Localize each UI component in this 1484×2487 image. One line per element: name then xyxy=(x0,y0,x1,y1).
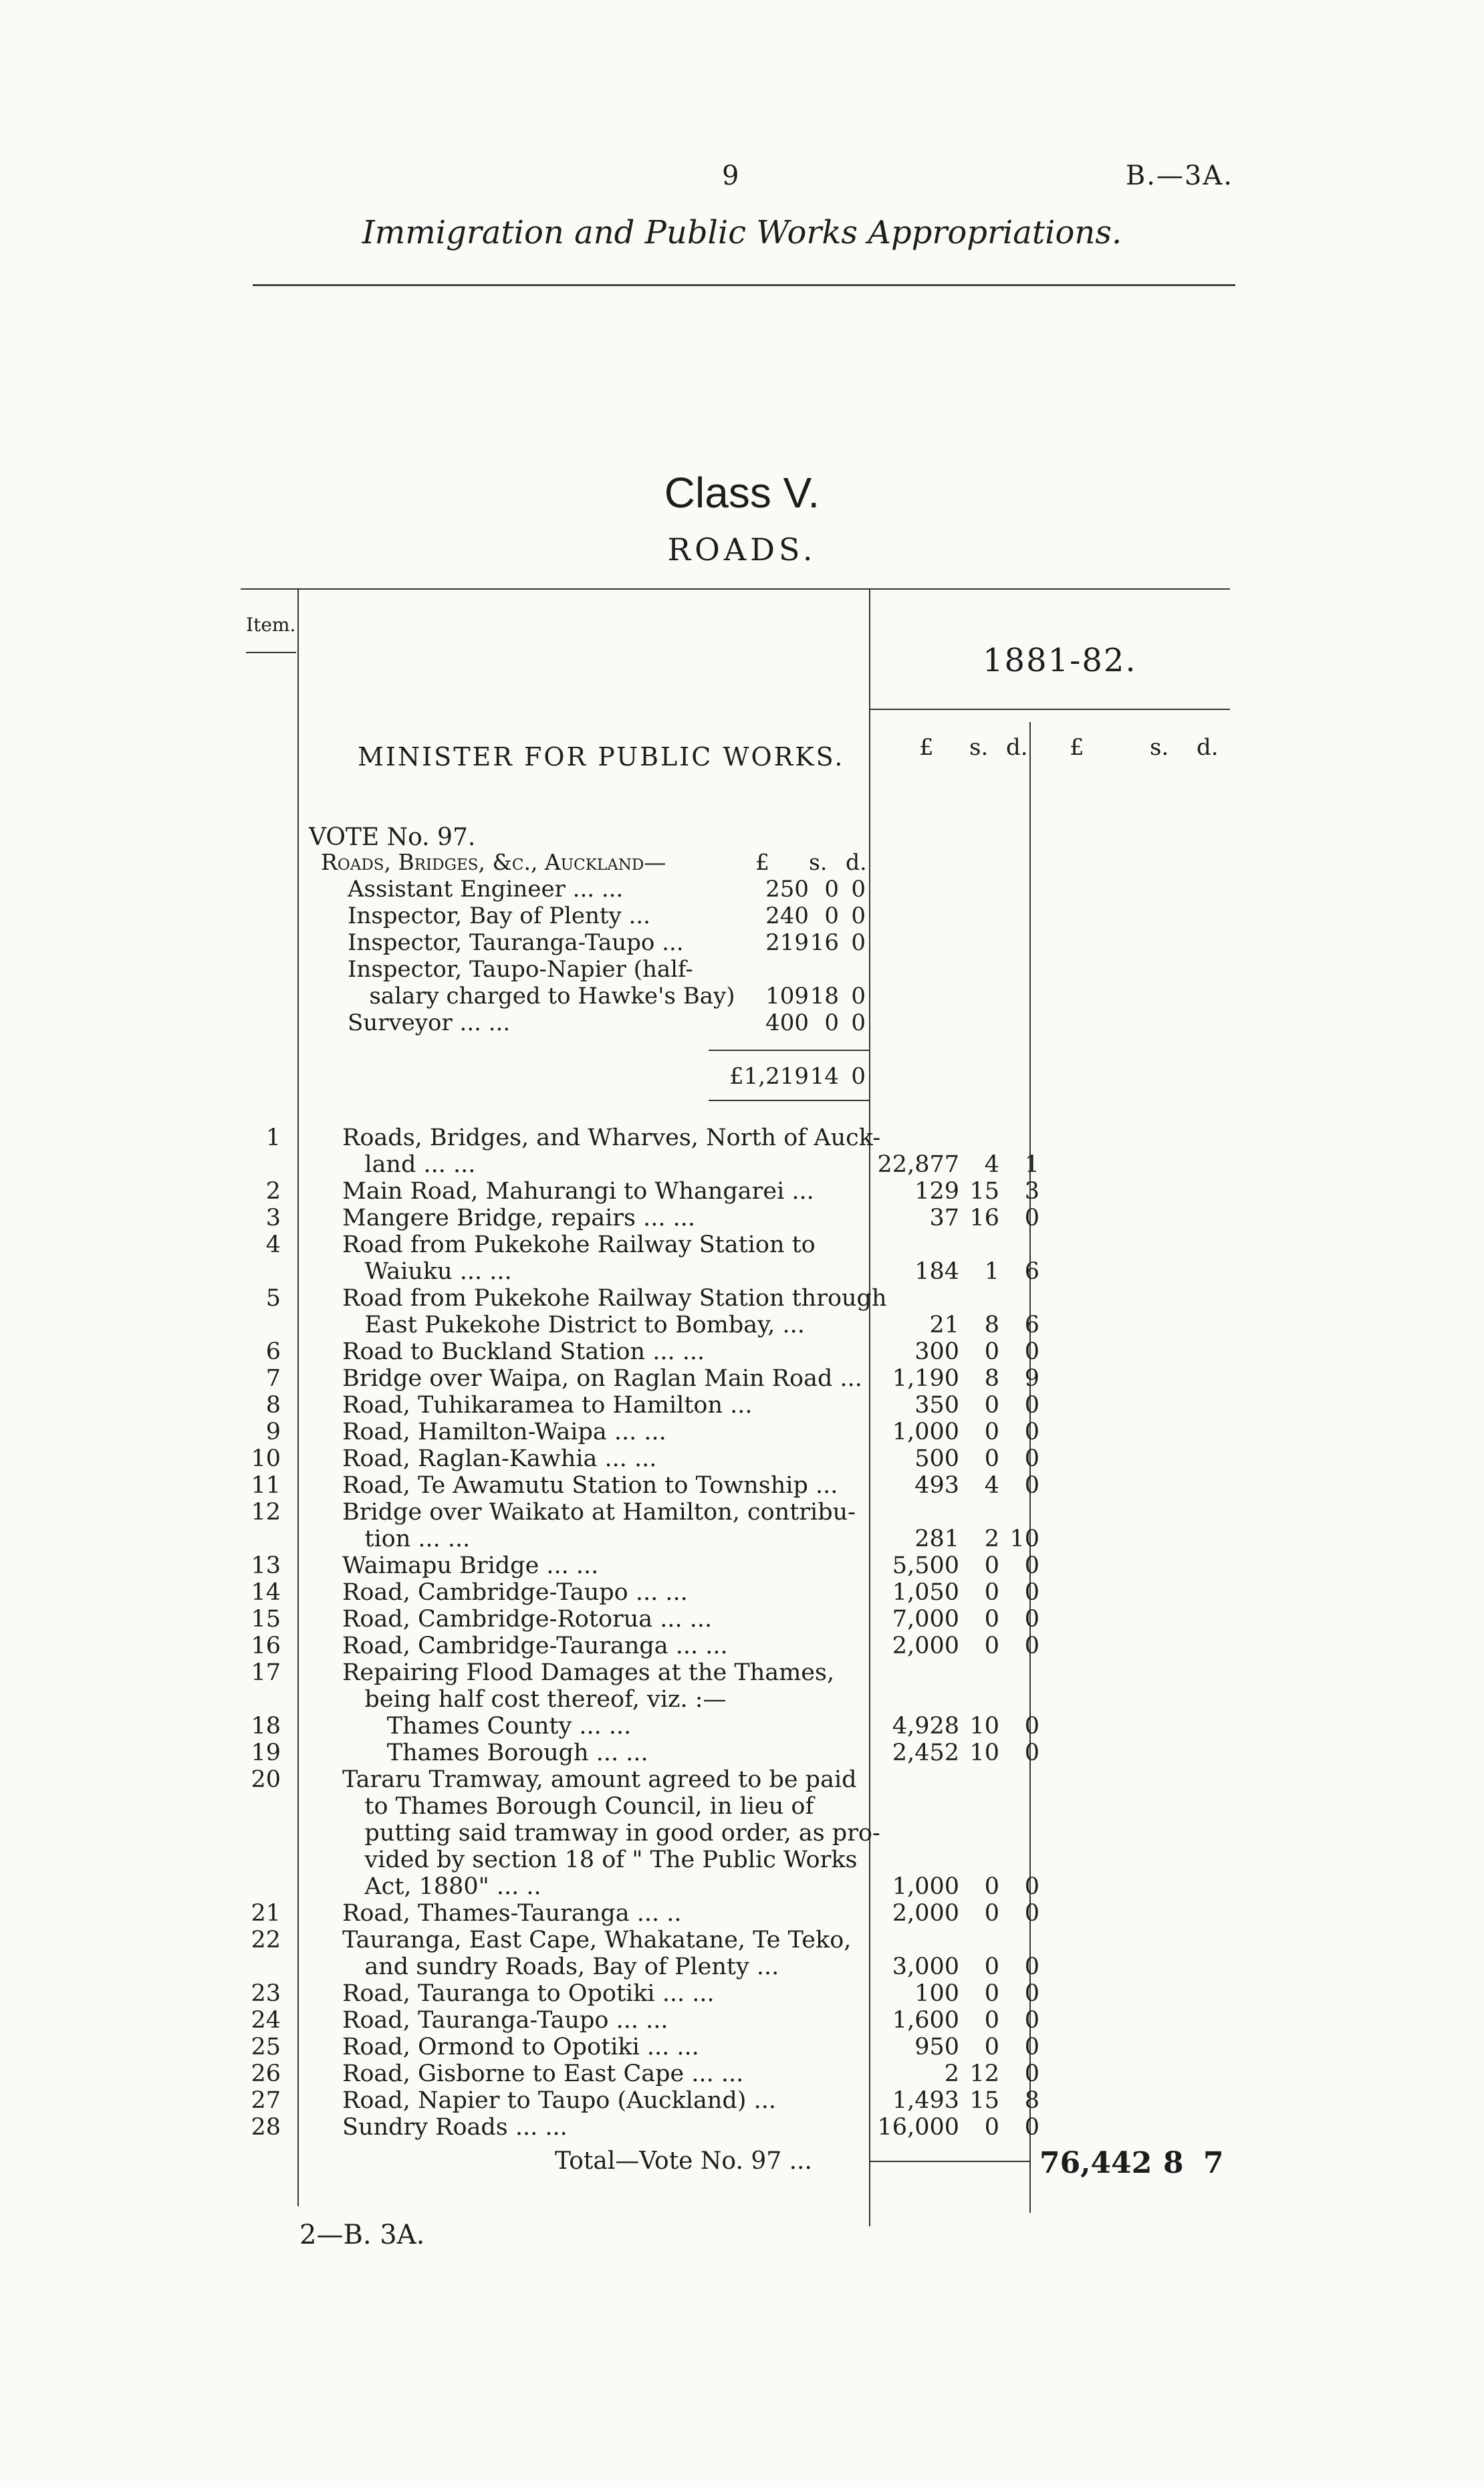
item-number: 8 xyxy=(265,1392,281,1419)
salary-label: Assistant Engineer ... ... xyxy=(348,876,624,903)
item-description: Road from Pukekohe Railway Station through xyxy=(342,1285,887,1312)
salary-amount-s: 0 xyxy=(824,903,839,929)
item-amount-d: 6 xyxy=(1024,1312,1039,1338)
item-amount-pounds: 100 xyxy=(914,1980,959,2007)
item-description: Bridge over Waikato at Hamilton, contribu- xyxy=(342,1499,856,1526)
item-amount-d: 9 xyxy=(1024,1365,1039,1392)
item-amount-d: 8 xyxy=(1024,2087,1039,2114)
item-number: 21 xyxy=(251,1900,281,1927)
item-description: Tauranga, East Cape, Whakatane, Te Teko, xyxy=(342,1927,852,1953)
item-amount-pounds: 500 xyxy=(914,1445,959,1472)
item-number: 16 xyxy=(251,1633,281,1659)
item-amount-d: 0 xyxy=(1024,1472,1039,1499)
item-number: 20 xyxy=(251,1766,281,1793)
salary-pound-header: £ xyxy=(755,849,769,875)
item-amount-d: 0 xyxy=(1024,1552,1039,1579)
item-amount-pounds: 37 xyxy=(929,1205,959,1231)
pence-header: d. xyxy=(1006,734,1028,761)
salary-amount-d: 0 xyxy=(851,903,866,929)
item-description: Road, Raglan-Kawhia ... ... xyxy=(342,1445,657,1472)
total-pounds: 76,442 xyxy=(1039,2146,1152,2180)
salary-amount-s: 0 xyxy=(824,1010,839,1036)
total-rule xyxy=(869,2161,1029,2162)
item-amount-s: 0 xyxy=(984,2114,999,2141)
item-amount-s: 0 xyxy=(984,1873,999,1900)
item-amount-pounds: 1,190 xyxy=(892,1365,959,1392)
item-description: and sundry Roads, Bay of Plenty ... xyxy=(342,1953,779,1980)
item-amount-pounds: 1,493 xyxy=(892,2087,959,2114)
item-amount-pounds: 350 xyxy=(914,1392,959,1419)
item-description: East Pukekohe District to Bombay, ... xyxy=(342,1312,805,1338)
item-description: being half cost thereof, viz. :— xyxy=(342,1686,727,1713)
item-amount-d: 0 xyxy=(1024,1606,1039,1633)
item-amount-s: 10 xyxy=(969,1740,999,1766)
item-number: 14 xyxy=(251,1579,281,1606)
item-number: 3 xyxy=(265,1205,281,1231)
item-description: Repairing Flood Damages at the Thames, xyxy=(342,1659,835,1686)
total-shillings: 8 xyxy=(1163,2146,1184,2180)
salary-amount-d: 0 xyxy=(851,876,866,903)
item-amount-pounds: 16,000 xyxy=(877,2114,959,2141)
pound-header: £ xyxy=(919,734,934,761)
item-amount-pounds: 950 xyxy=(914,2034,959,2060)
item-description: Mangere Bridge, repairs ... ... xyxy=(342,1205,695,1231)
minister-heading: MINISTER FOR PUBLIC WORKS. xyxy=(358,742,845,772)
item-amount-pounds: 129 xyxy=(914,1178,959,1205)
item-amount-d: 1 xyxy=(1024,1151,1039,1178)
year-rule xyxy=(869,709,1230,710)
pound-header-total: £ xyxy=(1070,734,1084,761)
salary-amount-pounds: 250 xyxy=(765,876,809,903)
item-amount-d: 0 xyxy=(1024,1445,1039,1472)
year-header: 1881-82. xyxy=(983,642,1137,679)
document-reference: B.—3A. xyxy=(1125,160,1233,191)
item-amount-s: 0 xyxy=(984,1633,999,1659)
item-description: putting said tramway in good order, as pro- xyxy=(342,1820,880,1847)
item-amount-d: 0 xyxy=(1024,1205,1039,1231)
item-amount-d: 0 xyxy=(1024,1873,1039,1900)
item-description: Main Road, Mahurangi to Whangarei ... xyxy=(342,1178,814,1205)
shilling-header-total: s. xyxy=(1150,734,1169,761)
item-amount-d: 0 xyxy=(1024,1338,1039,1365)
item-amount-d: 0 xyxy=(1024,1633,1039,1659)
item-amount-s: 0 xyxy=(984,1606,999,1633)
item-amount-s: 2 xyxy=(984,1526,999,1552)
salary-total-rule-top xyxy=(709,1050,869,1051)
item-amount-s: 4 xyxy=(984,1151,999,1178)
salary-amount-s: 18 xyxy=(810,983,839,1010)
item-amount-s: 0 xyxy=(984,1900,999,1927)
item-number: 23 xyxy=(251,1980,281,2007)
item-amount-s: 10 xyxy=(969,1713,999,1740)
salary-label: salary charged to Hawke's Bay) xyxy=(348,983,735,1010)
item-amount-pounds: 1,000 xyxy=(892,1873,959,1900)
item-description: Thames Borough ... ... xyxy=(342,1740,648,1766)
item-amount-pounds: 21 xyxy=(929,1312,959,1338)
item-number: 17 xyxy=(251,1659,281,1686)
vote-subheading: Roads, Bridges, &c., Auckland— xyxy=(321,849,666,875)
item-number: 24 xyxy=(251,2007,281,2034)
salary-amount-s: 16 xyxy=(810,929,839,956)
item-amount-s: 0 xyxy=(984,1552,999,1579)
item-number: 10 xyxy=(251,1445,281,1472)
item-amount-d: 0 xyxy=(1024,2034,1039,2060)
total-label: Total—Vote No. 97 ... xyxy=(555,2147,812,2175)
item-amount-pounds: 493 xyxy=(914,1472,959,1499)
footer-reference: 2—B. 3A. xyxy=(299,2220,425,2250)
item-amount-s: 0 xyxy=(984,2007,999,2034)
item-amount-pounds: 1,000 xyxy=(892,1419,959,1445)
item-description: Bridge over Waipa, on Raglan Main Road ... xyxy=(342,1365,862,1392)
salary-label: Inspector, Tauranga-Taupo ... xyxy=(348,929,684,956)
item-amount-pounds: 184 xyxy=(914,1258,959,1285)
item-description: Road, Thames-Tauranga ... .. xyxy=(342,1900,682,1927)
item-amount-s: 1 xyxy=(984,1258,999,1285)
item-amount-s: 12 xyxy=(969,2060,999,2087)
item-description: Road, Cambridge-Tauranga ... ... xyxy=(342,1633,728,1659)
item-description: Road to Buckland Station ... ... xyxy=(342,1338,705,1365)
item-amount-s: 8 xyxy=(984,1365,999,1392)
item-amount-d: 0 xyxy=(1024,2114,1039,2141)
item-amount-s: 0 xyxy=(984,1953,999,1980)
item-description: Road, Tauranga to Opotiki ... ... xyxy=(342,1980,715,2007)
item-number: 1 xyxy=(265,1124,281,1151)
item-amount-pounds: 22,877 xyxy=(877,1151,959,1178)
item-amount-pounds: 3,000 xyxy=(892,1953,959,1980)
salary-amount-d: 0 xyxy=(851,983,866,1010)
item-description: Waimapu Bridge ... ... xyxy=(342,1552,599,1579)
item-number: 18 xyxy=(251,1713,281,1740)
item-amount-s: 0 xyxy=(984,1980,999,2007)
item-number: 2 xyxy=(265,1178,281,1205)
item-amount-s: 0 xyxy=(984,1445,999,1472)
item-number: 27 xyxy=(251,2087,281,2114)
item-description: Road, Te Awamutu Station to Township ... xyxy=(342,1472,838,1499)
item-amount-s: 0 xyxy=(984,1392,999,1419)
item-description: Road, Tauranga-Taupo ... ... xyxy=(342,2007,668,2034)
salary-amount-pounds: 109 xyxy=(765,983,809,1010)
item-description: Thames County ... ... xyxy=(342,1713,632,1740)
item-number: 7 xyxy=(265,1365,281,1392)
salary-amount-pounds: 400 xyxy=(765,1010,809,1036)
item-amount-d: 3 xyxy=(1024,1178,1039,1205)
item-description: Road, Tuhikaramea to Hamilton ... xyxy=(342,1392,753,1419)
salary-amount-pounds: 240 xyxy=(765,903,809,929)
salary-total-shillings: 14 xyxy=(810,1063,839,1090)
item-number: 12 xyxy=(251,1499,281,1526)
item-description: Road, Hamilton-Waipa ... ... xyxy=(342,1419,666,1445)
item-amount-d: 0 xyxy=(1024,1713,1039,1740)
salary-total-rule-bottom xyxy=(709,1100,869,1101)
item-amount-s: 8 xyxy=(984,1312,999,1338)
item-amount-d: 0 xyxy=(1024,1740,1039,1766)
item-amount-s: 0 xyxy=(984,1338,999,1365)
item-number: 13 xyxy=(251,1552,281,1579)
item-number: 28 xyxy=(251,2114,281,2141)
item-amount-d: 6 xyxy=(1024,1258,1039,1285)
item-description: Roads, Bridges, and Wharves, North of Auck- xyxy=(342,1124,881,1151)
salary-total-pence: 0 xyxy=(851,1063,866,1090)
item-amount-pounds: 2,000 xyxy=(892,1633,959,1659)
item-description: Road, Napier to Taupo (Auckland) ... xyxy=(342,2087,776,2114)
item-amount-pounds: 1,050 xyxy=(892,1579,959,1606)
vote-heading: VOTE No. 97. xyxy=(309,824,476,851)
item-description: Road, Cambridge-Rotorua ... ... xyxy=(342,1606,713,1633)
item-description: Sundry Roads ... ... xyxy=(342,2114,568,2141)
salary-amount-d: 0 xyxy=(851,929,866,956)
item-description: land ... ... xyxy=(342,1151,476,1178)
item-amount-pounds: 2 xyxy=(944,2060,959,2087)
item-column-header: Item. xyxy=(246,614,296,636)
item-description: Road, Cambridge-Taupo ... ... xyxy=(342,1579,688,1606)
item-amount-pounds: 281 xyxy=(914,1526,959,1552)
item-amount-s: 16 xyxy=(969,1205,999,1231)
salary-amount-s: 0 xyxy=(824,876,839,903)
class-title: Class V. xyxy=(664,469,820,517)
item-number: 5 xyxy=(265,1285,281,1312)
item-amount-d: 0 xyxy=(1024,1392,1039,1419)
item-amount-s: 0 xyxy=(984,2034,999,2060)
page-number: 9 xyxy=(722,160,739,191)
item-number: 6 xyxy=(265,1338,281,1365)
item-amount-d: 0 xyxy=(1024,1579,1039,1606)
item-amount-pounds: 7,000 xyxy=(892,1606,959,1633)
item-description: Waiuku ... ... xyxy=(342,1258,512,1285)
item-amount-d: 0 xyxy=(1024,1900,1039,1927)
item-description: tion ... ... xyxy=(342,1526,471,1552)
salary-total-pounds: £1,219 xyxy=(729,1063,809,1090)
item-amount-pounds: 4,928 xyxy=(892,1713,959,1740)
total-pence: 7 xyxy=(1203,2146,1224,2180)
item-description: Road, Gisborne to East Cape ... ... xyxy=(342,2060,744,2087)
item-amount-s: 0 xyxy=(984,1419,999,1445)
item-amount-s: 0 xyxy=(984,1579,999,1606)
item-description: Tararu Tramway, amount agreed to be paid xyxy=(342,1766,857,1793)
item-rule xyxy=(246,652,296,653)
item-amount-d: 0 xyxy=(1024,1419,1039,1445)
item-amount-d: 0 xyxy=(1024,1980,1039,2007)
item-amount-d: 10 xyxy=(1009,1526,1039,1552)
salary-shilling-header: s. xyxy=(809,849,828,875)
item-amount-pounds: 2,000 xyxy=(892,1900,959,1927)
item-number: 25 xyxy=(251,2034,281,2060)
section-title: ROADS. xyxy=(667,531,817,568)
item-description: vided by section 18 of " The Public Works xyxy=(342,1847,858,1873)
salary-label: Inspector, Taupo-Napier (half- xyxy=(348,956,693,983)
item-description: Road, Ormond to Opotiki ... ... xyxy=(342,2034,699,2060)
item-amount-pounds: 5,500 xyxy=(892,1552,959,1579)
item-description: Act, 1880" ... .. xyxy=(342,1873,541,1900)
item-number: 11 xyxy=(251,1472,281,1499)
item-amount-pounds: 2,452 xyxy=(892,1740,959,1766)
item-description: Road from Pukekohe Railway Station to xyxy=(342,1231,816,1258)
item-description: to Thames Borough Council, in lieu of xyxy=(342,1793,814,1820)
salary-amount-d: 0 xyxy=(851,1010,866,1036)
item-amount-pounds: 300 xyxy=(914,1338,959,1365)
item-number: 4 xyxy=(265,1231,281,1258)
item-amount-s: 4 xyxy=(984,1472,999,1499)
salary-label: Inspector, Bay of Plenty ... xyxy=(348,903,650,929)
item-amount-d: 0 xyxy=(1024,2060,1039,2087)
item-amount-d: 0 xyxy=(1024,1953,1039,1980)
item-amount-d: 0 xyxy=(1024,2007,1039,2034)
header-rule xyxy=(253,284,1235,286)
item-number: 22 xyxy=(251,1927,281,1953)
item-number: 15 xyxy=(251,1606,281,1633)
salary-amount-pounds: 219 xyxy=(765,929,809,956)
salary-label: Surveyor ... ... xyxy=(348,1010,511,1036)
item-number: 26 xyxy=(251,2060,281,2087)
item-number: 19 xyxy=(251,1740,281,1766)
pence-header-total: d. xyxy=(1197,734,1219,761)
shilling-header: s. xyxy=(969,734,989,761)
salary-pence-header: d. xyxy=(846,849,867,875)
item-amount-s: 15 xyxy=(969,2087,999,2114)
page-title: Immigration and Public Works Appropriations. xyxy=(362,214,1122,251)
table-top-rule xyxy=(241,588,1230,590)
item-amount-pounds: 1,600 xyxy=(892,2007,959,2034)
item-amount-s: 15 xyxy=(969,1178,999,1205)
item-column-divider xyxy=(297,588,299,2206)
item-number: 9 xyxy=(265,1419,281,1445)
